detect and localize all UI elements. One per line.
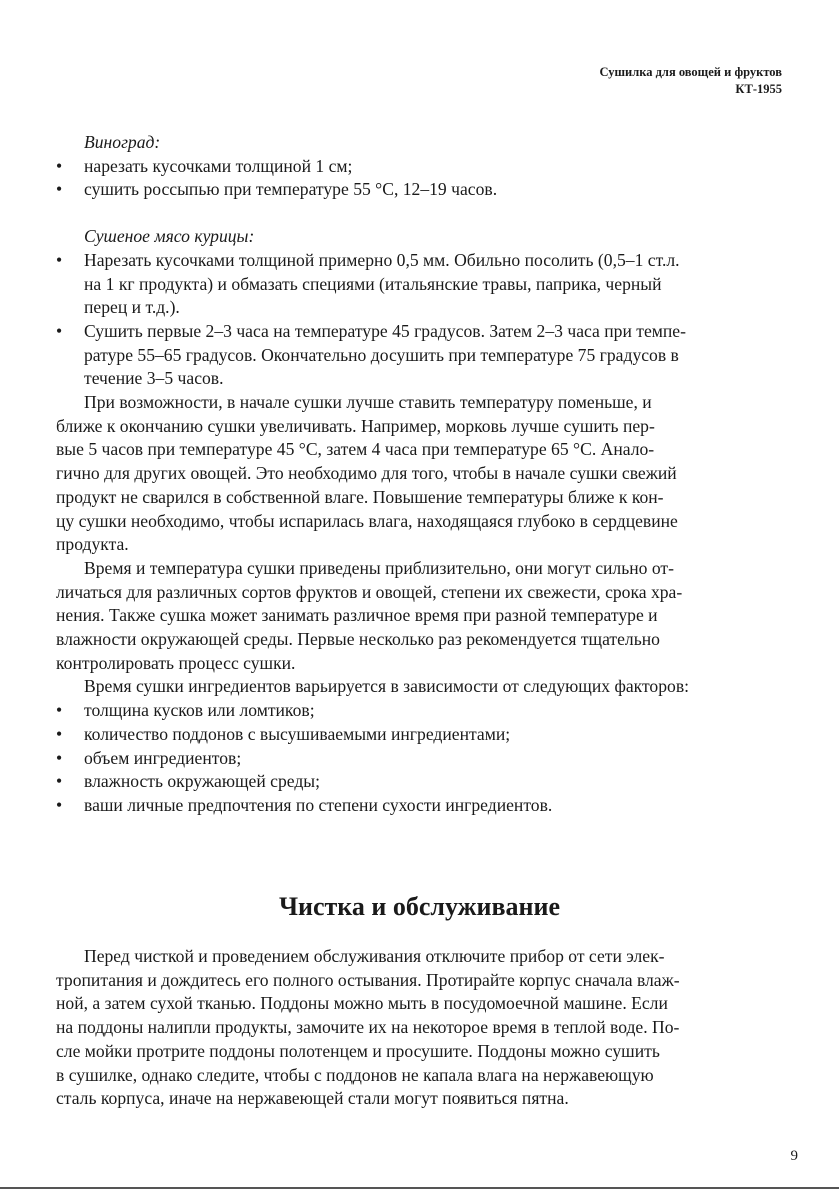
paragraph-line: в сушилке, однако следите, чтобы с поддонов не капала влага на нержавеющую <box>56 1064 654 1085</box>
bullet-icon: • <box>56 320 63 341</box>
paragraph-line: личаться для различных сортов фруктов и овощей, степени их свежести, срока хра- <box>56 581 683 602</box>
paragraph-line: нения. Также сушка может занимать различное время при разной температуре и <box>56 605 658 626</box>
paragraph-line: гично для других овощей. Это необходимо для того, чтобы в начале сушки свежий <box>56 463 677 484</box>
list-item-text: количество поддонов с высушиваемыми ингредиентами; <box>84 723 511 744</box>
chicken-heading: Сушеное мясо курицы: <box>84 226 255 247</box>
paragraph-line: ближе к окончанию сушки увеличивать. Например, морковь лучше сушить пер- <box>56 415 655 436</box>
bullet-icon: • <box>56 179 63 200</box>
list-item <box>56 723 768 747</box>
paragraph-line: цу сушки необходимо, чтобы испарилась влага, находящаяся глубоко в сердцевине <box>56 510 678 531</box>
list-item <box>56 155 768 179</box>
bullet-icon: • <box>56 155 63 176</box>
list-item-text: нарезать кусочками толщиной 1 см; <box>84 155 353 176</box>
list-item <box>56 794 768 818</box>
list-item-line: Сушить первые 2–3 часа на температуре 45 градусов. Затем 2–3 часа при темпе- <box>84 320 686 341</box>
list-item <box>56 699 768 723</box>
list-item-text: толщина кусков или ломтиков; <box>84 700 315 721</box>
page-number: 9 <box>790 1148 798 1164</box>
list-item-text: ваши личные предпочтения по степени сухости ингредиентов. <box>84 794 553 815</box>
paragraph-line: Время сушки ингредиентов варьируется в зависимости от следующих факторов: <box>84 676 690 697</box>
header-product-name: Сушилка для овощей и фруктов <box>599 65 782 79</box>
list-item-line: Нарезать кусочками толщиной примерно 0,5 мм. Обильно посолить (0,5–1 ст.л. <box>84 249 680 270</box>
list-item <box>56 249 768 320</box>
body-paragraph <box>56 557 768 676</box>
paragraph-line: тропитания и дождитесь его полного остывания. Протирайте корпус сначала влаж- <box>56 969 680 990</box>
paragraph-line: сле мойки протрите поддоны полотенцем и просушите. Поддоны можно сушить <box>56 1040 660 1061</box>
list-item <box>56 178 768 202</box>
paragraph-line: При возможности, в начале сушки лучше ставить температуру поменьше, и <box>84 392 652 413</box>
bullet-icon: • <box>56 747 63 768</box>
list-item-text: объем ингредиентов; <box>84 747 242 768</box>
list-item-line: на 1 кг продукта) и обмазать специями (итальянские травы, паприка, черный <box>84 273 662 294</box>
bottom-rule <box>0 1187 839 1189</box>
cleaning-paragraph <box>56 945 768 1111</box>
list-item-line: перец и т.д.). <box>84 297 180 318</box>
list-item <box>56 747 768 771</box>
paragraph-line: влажности окружающей среды. Первые несколько раз рекомендуется тщательно <box>56 629 660 650</box>
list-item-line: течение 3–5 часов. <box>84 368 224 389</box>
bullet-icon: • <box>56 700 63 721</box>
list-item-text: сушить россыпью при температуре 55 °С, 12–19 часов. <box>84 179 498 200</box>
body-paragraph <box>56 675 768 699</box>
list-item <box>56 320 768 391</box>
paragraph-line: вые 5 часов при температуре 45 °С, затем 4 часа при температуре 65 °С. Анало- <box>56 439 655 460</box>
running-header <box>599 64 782 98</box>
list-item <box>56 770 768 794</box>
paragraph-line: ной, а затем сухой тканью. Поддоны можно мыть в посудомоечной машине. Если <box>56 993 668 1014</box>
paragraph-line: сталь корпуса, иначе на нержавеющей стали могут появиться пятна. <box>56 1088 569 1109</box>
paragraph-line: контролировать процесс сушки. <box>56 652 296 673</box>
bullet-icon: • <box>56 794 63 815</box>
paragraph-line: Перед чисткой и проведением обслуживания отключите прибор от сети элек- <box>84 946 665 966</box>
bullet-icon: • <box>56 723 63 744</box>
body-paragraph <box>56 391 768 557</box>
paragraph-line: продукт не сварился в собственной влаге. Повышение температуры ближе к кон- <box>56 486 664 507</box>
paragraph-line: на поддоны налипли продукты, замочите их на некоторое время в теплой воде. По- <box>56 1017 680 1038</box>
header-model: КТ-1955 <box>735 82 782 96</box>
bullet-icon: • <box>56 249 63 270</box>
grapes-heading: Виноград: <box>84 132 161 152</box>
paragraph-line: Время и температура сушки приведены приблизительно, они могут сильно от- <box>84 557 674 578</box>
section-heading: Чистка и обслуживание <box>278 892 561 921</box>
list-item-text: влажность окружающей среды; <box>84 771 320 792</box>
list-item-line: ратуре 55–65 градусов. Окончательно досушить при температуре 75 градусов в <box>84 344 679 365</box>
main-content <box>56 131 768 818</box>
paragraph-line: продукта. <box>56 534 129 555</box>
bullet-icon: • <box>56 771 63 792</box>
